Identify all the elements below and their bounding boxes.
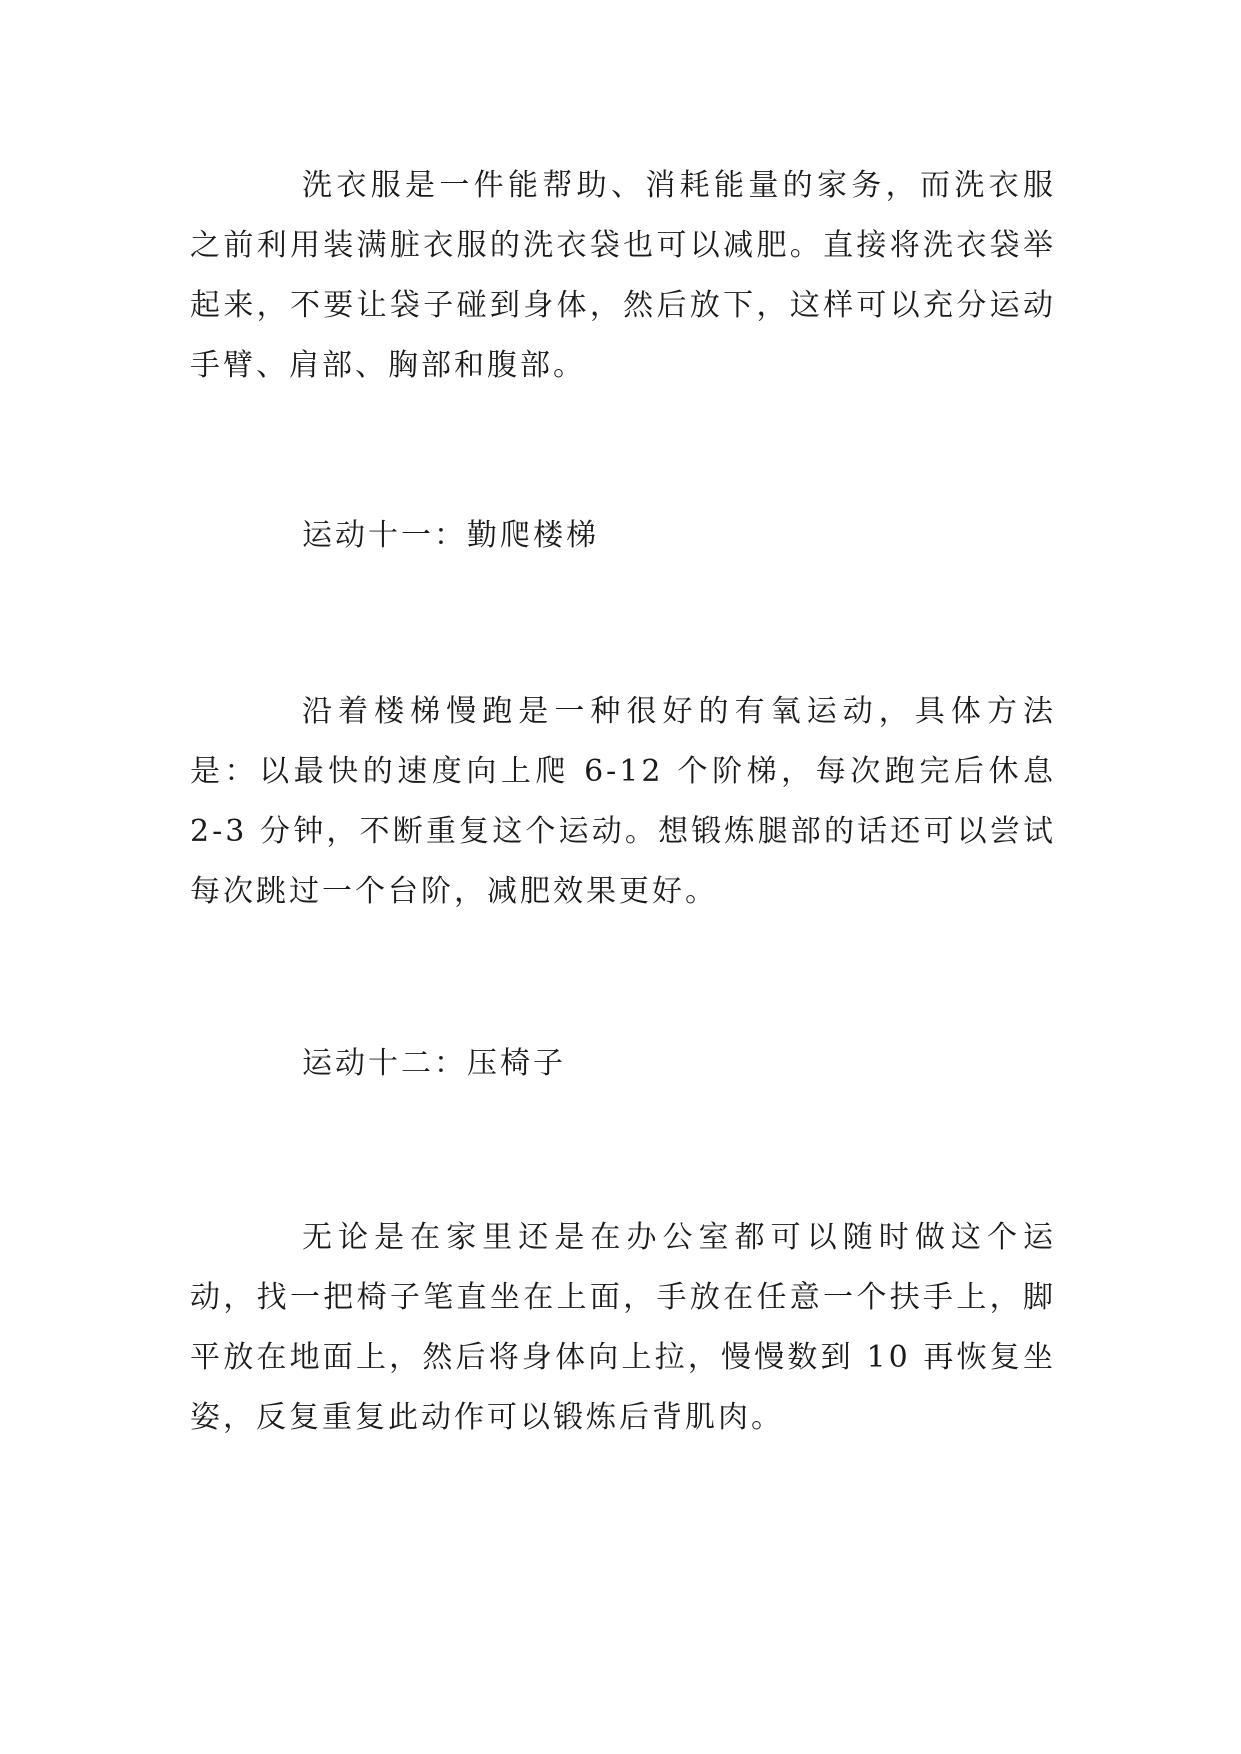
paragraph-laundry-bag: 洗衣服是一件能帮助、消耗能量的家务，而洗衣服之前利用装满脏衣服的洗衣袋也可以减肥。直接将洗衣袋举起来，不要让袋子碰到身体，然后放下，这样可以充分运动手臂、肩部、胸部和腹部。 [190,168,1056,383]
heading-exercise-12: 运动十二：压椅子 [302,1046,566,1081]
paragraph-chair: 无论是在家里还是在办公室都可以随时做这个运动，找一把椅子笔直坐在上面，手放在任意一个扶手上，脚平放在地面上，然后将身体向上拉，慢慢数到 10 再恢复坐姿，反复重复此动作可以锻炼后背肌肉。 [190,1220,1056,1435]
heading-exercise-11: 运动十一：勤爬楼梯 [302,518,599,553]
paragraph-stairs: 沿着楼梯慢跑是一种很好的有氧运动，具体方法是：以最快的速度向上爬 6-12 个阶梯，每次跑完后休息 2-3 分钟，不断重复这个运动。想锻炼腿部的话还可以尝试每次跳过一个台阶，减肥效果更好。 [190,694,1056,909]
